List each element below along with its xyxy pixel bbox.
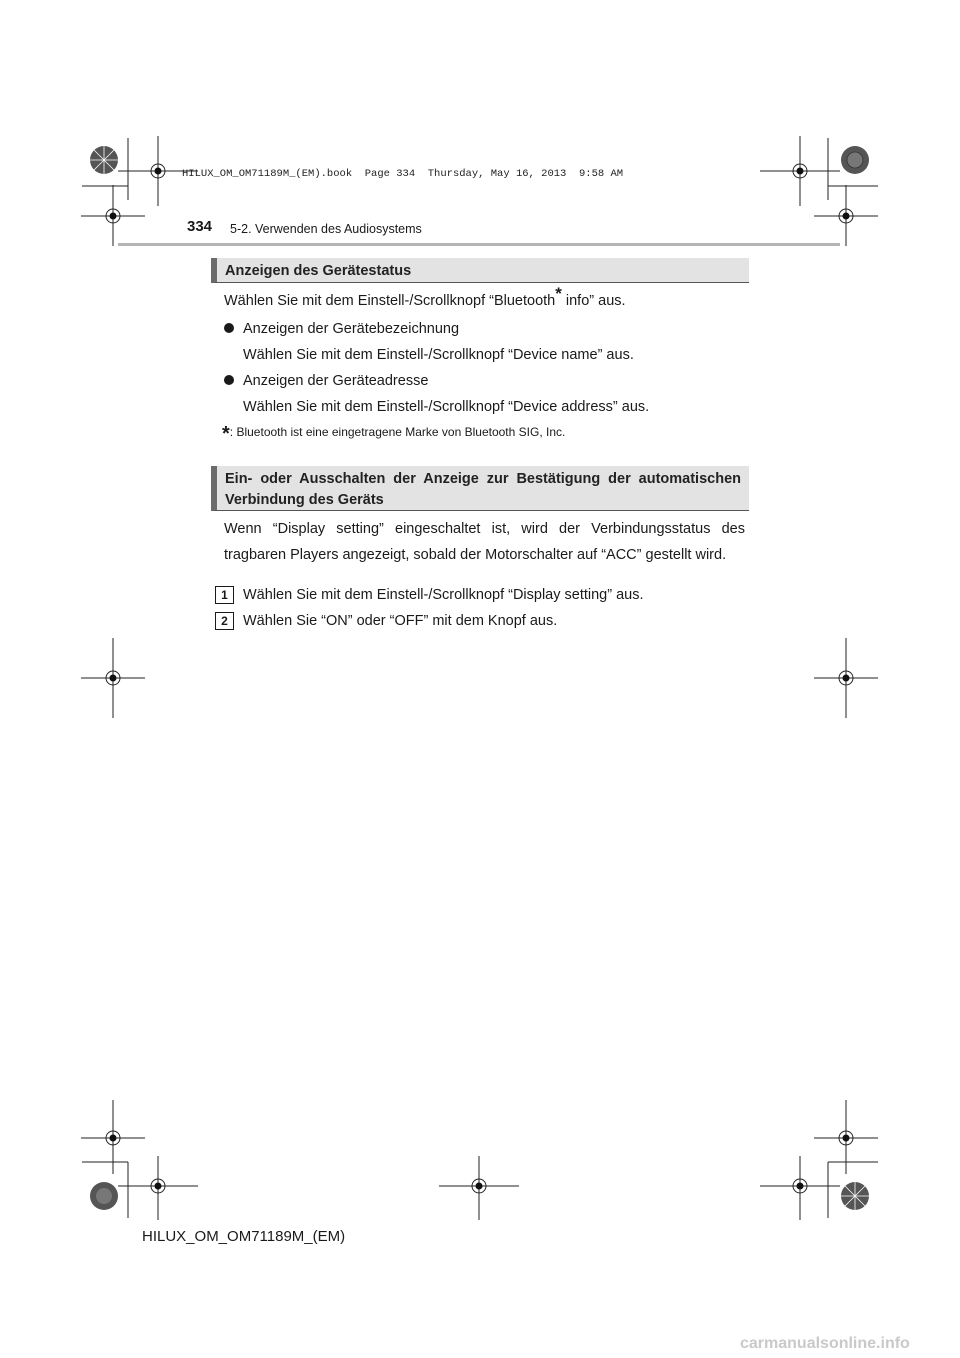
bullet-detail: Wählen Sie mit dem Einstell-/Scrollknopf “Device name” aus. bbox=[243, 347, 634, 363]
chapter-title: 5-2. Verwenden des Audiosystems bbox=[230, 222, 422, 236]
intro-text-before: Wählen Sie mit dem Einstell-/Scrollknopf “Bluetooth bbox=[224, 293, 556, 309]
section-heading-auto-connection: Ein- oder Ausschalten der Anzeige zur Bestätigung der automatischen Verbindung des Geräts bbox=[211, 466, 749, 511]
starburst-target-bottom-left bbox=[90, 1182, 118, 1210]
section1-intro bbox=[224, 284, 745, 314]
intro-text-after: info” aus. bbox=[561, 293, 626, 309]
bullet-item bbox=[224, 316, 459, 342]
bullet-label: Anzeigen der Gerätebezeichnung bbox=[243, 321, 460, 337]
bullet-dot-icon bbox=[224, 323, 234, 333]
step-text: Wählen Sie “ON” oder “OFF” mit dem Knopf aus. bbox=[243, 613, 558, 629]
step-number-box: 1 bbox=[215, 586, 234, 604]
book-info-line: HILUX_OM_OM71189M_(EM).book Page 334 Thursday, May 16, 2013 9:58 AM bbox=[182, 168, 624, 180]
bullet-label: Anzeigen der Geräteadresse bbox=[243, 373, 429, 389]
starburst-target-top-left bbox=[90, 146, 118, 174]
footnote bbox=[222, 423, 565, 446]
section2-intro: Wenn “Display setting” eingeschaltet ist, wird der Verbindungsstatus des tragbaren Players angezeigt, sobald der Motorschalter auf “ACC” gestellt wird. bbox=[224, 521, 745, 563]
starburst-target-bottom-right bbox=[841, 1182, 869, 1210]
section-heading-device-status: Anzeigen des Gerätestatus bbox=[211, 258, 749, 283]
step-number-box: 2 bbox=[215, 612, 234, 630]
step-text: Wählen Sie mit dem Einstell-/Scrollknopf “Display setting” aus. bbox=[243, 587, 644, 603]
header-rule bbox=[118, 243, 840, 246]
bullet-detail: Wählen Sie mit dem Einstell-/Scrollknopf “Device address” aus. bbox=[243, 399, 650, 415]
bullet-item bbox=[224, 368, 428, 394]
page-number: 334 bbox=[187, 218, 213, 235]
footnote-star: * bbox=[222, 423, 230, 445]
footnote-marker: * bbox=[555, 284, 562, 304]
bullet-dot-icon bbox=[224, 375, 234, 385]
watermark-url: carmanualsonline.info bbox=[740, 1335, 910, 1352]
footer-code: HILUX_OM_OM71189M_(EM) bbox=[142, 1228, 346, 1245]
starburst-target-top-right bbox=[841, 146, 869, 174]
footnote-text: : Bluetooth ist eine eingetragene Marke von Bluetooth SIG, Inc. bbox=[229, 425, 566, 439]
